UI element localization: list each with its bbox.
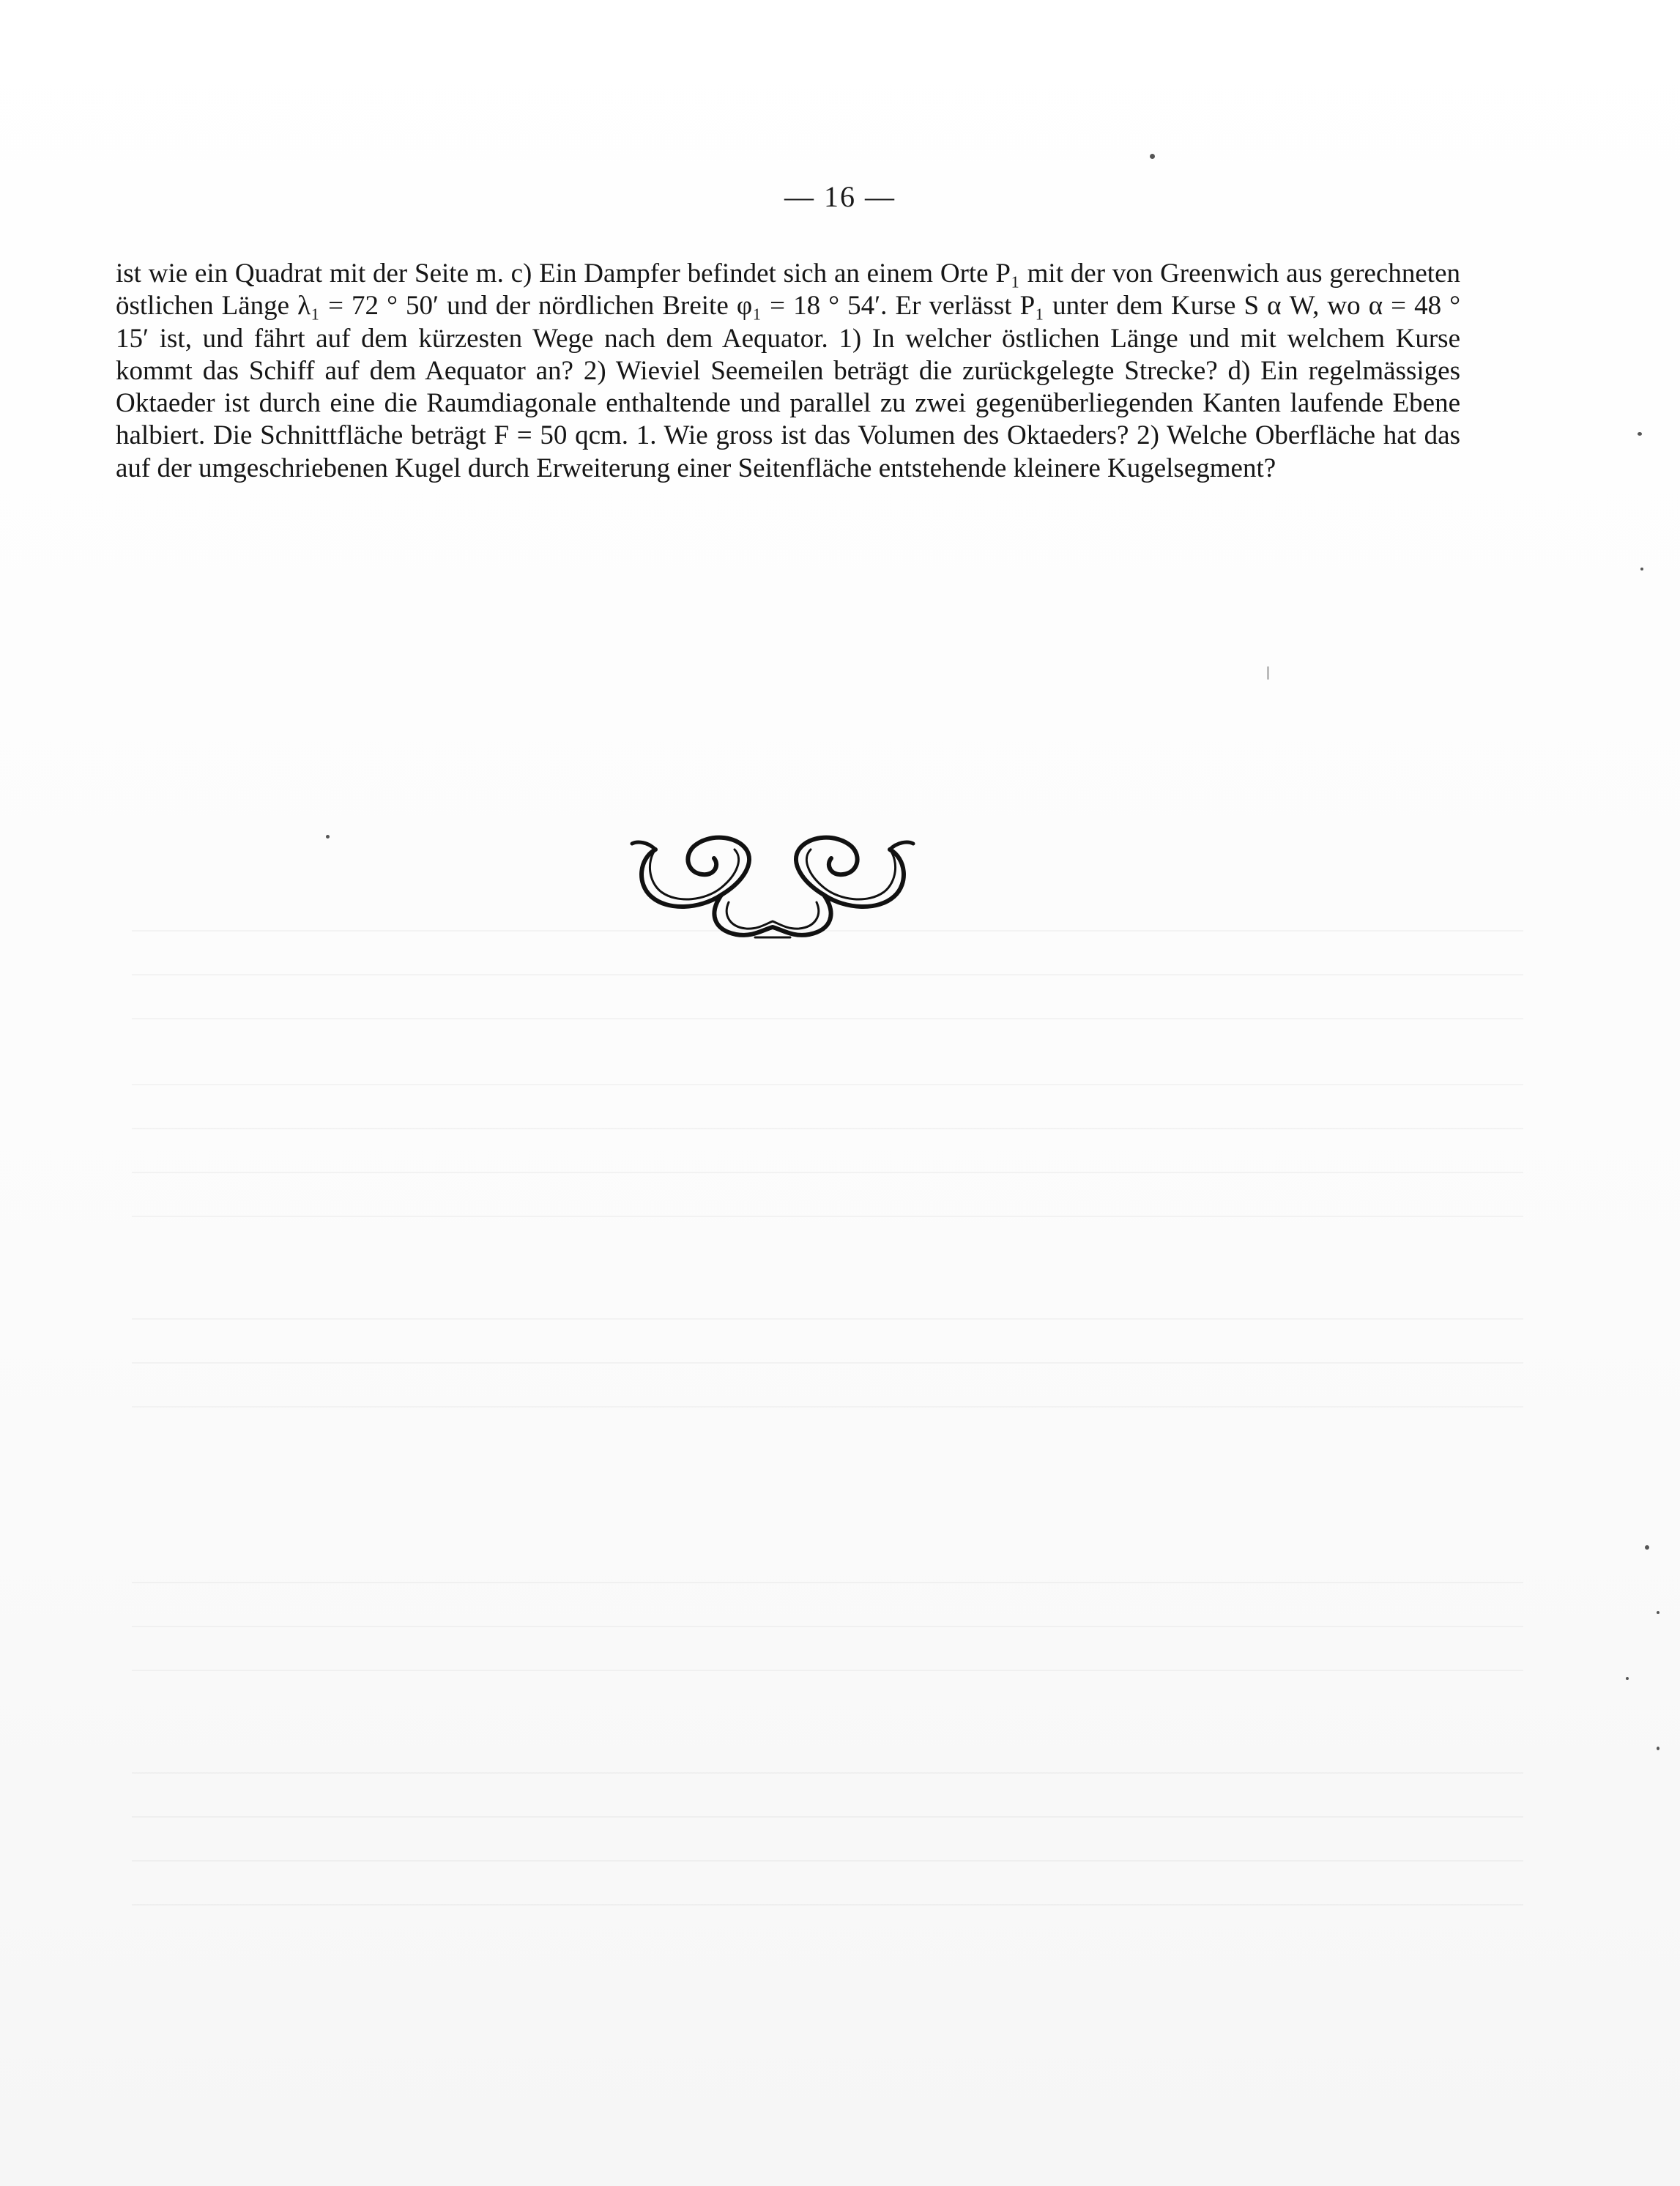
bleed-through-line [132,1018,1523,1019]
bleed-through-line [132,1216,1523,1217]
print-speck [1626,1677,1629,1680]
print-speck [1657,1747,1659,1750]
print-speck [1640,568,1643,570]
bleed-through-line [132,1318,1523,1320]
page-number: — 16 — [784,180,896,213]
print-speck [1150,154,1155,159]
bleed-through-line [132,1128,1523,1129]
bleed-through-line [132,1816,1523,1818]
bleed-through-line [132,1904,1523,1906]
bleed-through-line [132,1406,1523,1408]
bleed-through-line [132,1860,1523,1862]
print-speck [1657,1611,1659,1614]
print-speck [1638,432,1642,436]
bleed-through-line [132,1362,1523,1364]
bleed-through-heading [322,813,332,852]
bleed-through-line [132,1626,1523,1627]
scroll-ornament-icon [626,820,919,952]
bleed-through-line [132,1084,1523,1085]
body-text [116,258,1460,485]
bleed-through-line [132,1172,1523,1173]
bleed-through-line [132,1772,1523,1774]
bleed-through-line [132,974,1523,975]
print-speck [326,835,330,839]
print-speck [1267,666,1269,680]
bleed-through-line [132,1582,1523,1583]
exercise-paragraph: ist wie ein Quadrat mit der Seite m. c) Ein Dampfer befindet sich an einem Orte P₁ mit der von Greenwich aus gerechneten östlichen Länge λ₁ = 72 ° 50′ und der nördlichen Breite φ₁ = 18 ° 54′. Er verlässt P₁ unter dem Kurse S α W, wo α = 48 ° 15′ ist, und fährt auf dem kürzesten Wege nach dem Aequator. 1) In welcher östlichen Länge und mit welchem Kurse kommt das Schiff auf dem Aequator an? 2) Wieviel Seemeilen beträgt die zurückgelegte Strecke? d) Ein regelmässiges Oktaeder ist durch eine die Raumdiagonale enthaltende und parallel zu zwei gegenüberliegenden Kanten laufende Ebene halbiert. Die Schnittfläche beträgt F = 50 qcm. 1. Wie gross ist das Volumen des Oktaeders? 2) Welche Oberfläche hat das auf der umgeschriebenen Kugel durch Erweiterung einer Seitenfläche entstehende kleinere Kugelsegment? [116,259,1460,483]
print-speck [1645,1545,1649,1550]
bleed-through-line [132,1670,1523,1671]
